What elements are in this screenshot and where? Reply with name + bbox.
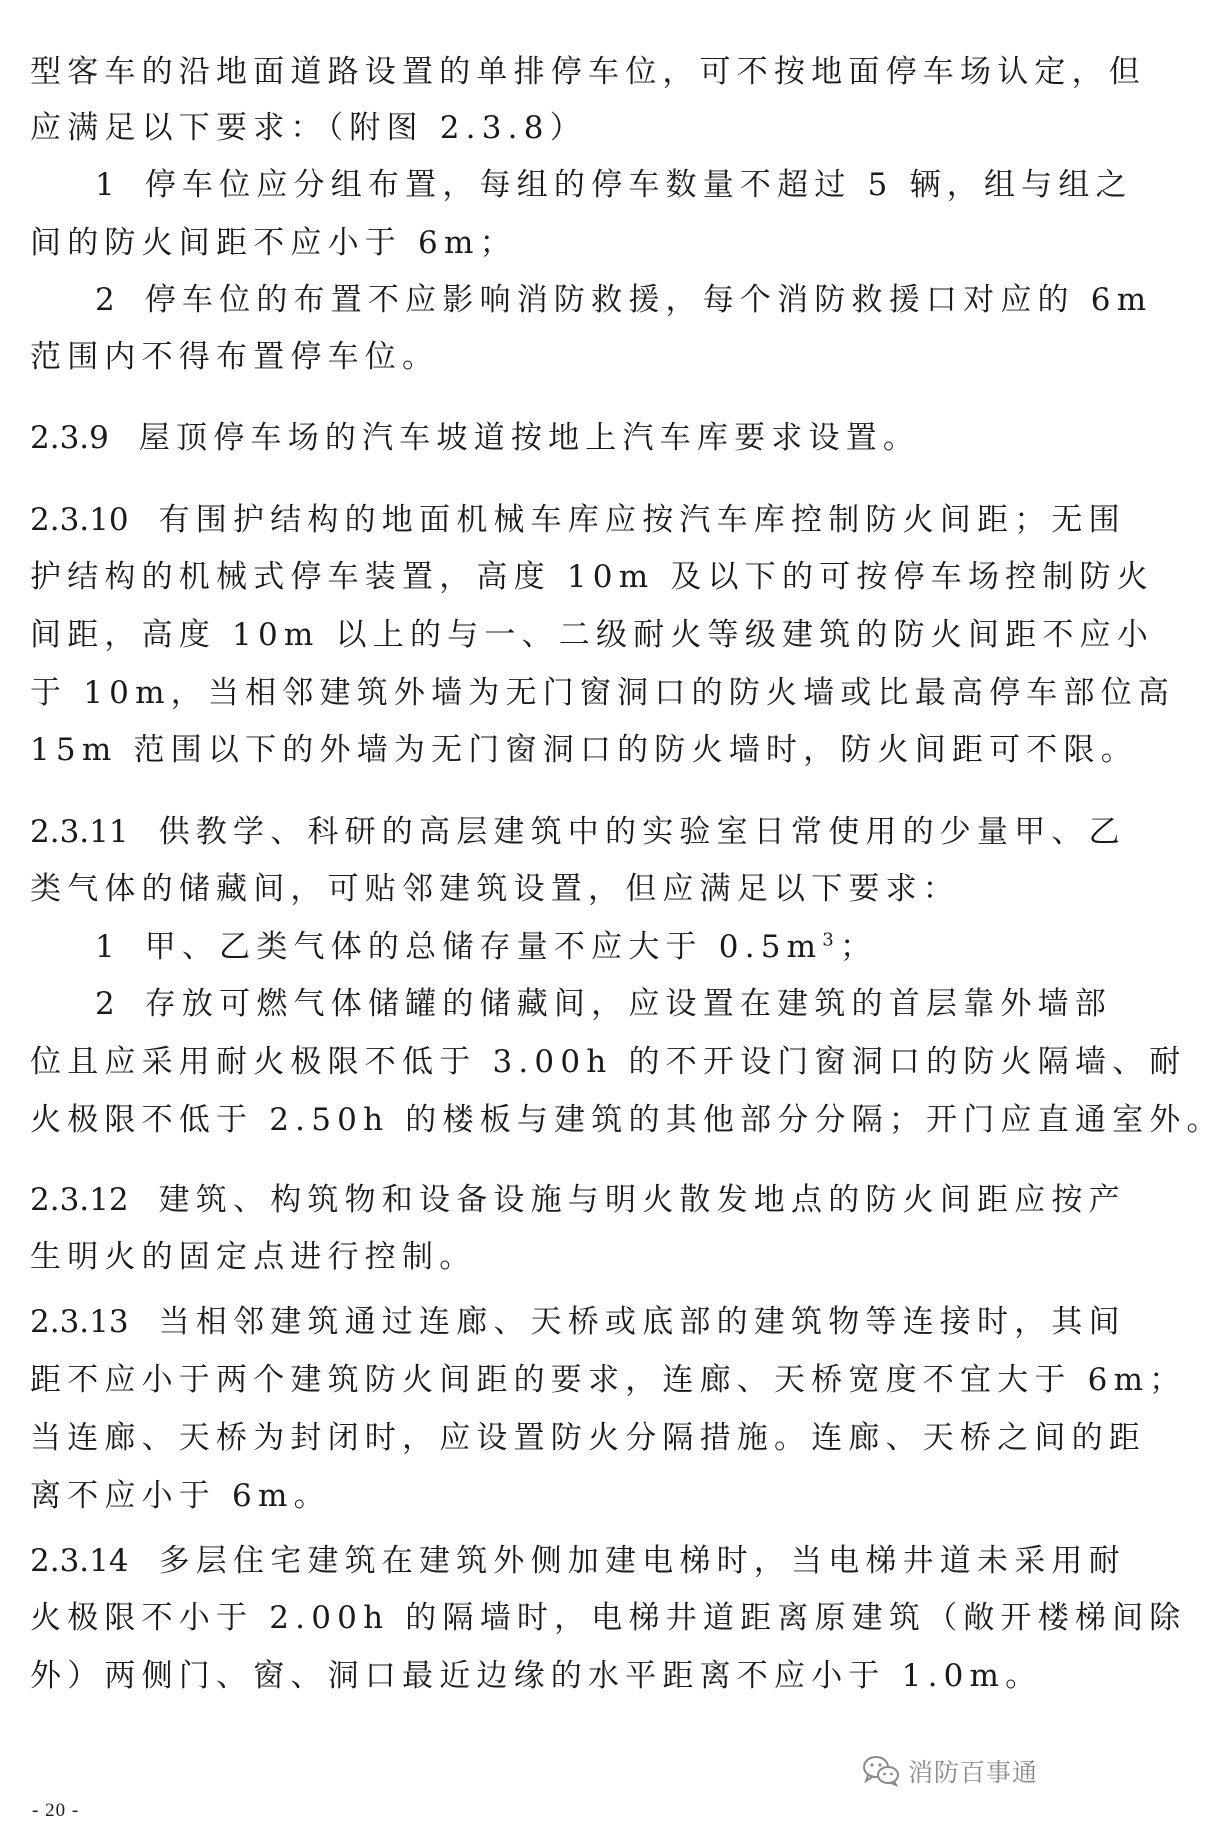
- text-line: 当连廊、天桥为封闭时，应设置防火分隔措施。连廊、天桥之间的距: [30, 1420, 1146, 1456]
- watermark-text: 消防百事通: [908, 1758, 1039, 1787]
- clause-line: 2.3.14 多层住宅建筑在建筑外侧加建电梯时，当电梯井道未采用耐: [30, 1543, 1126, 1579]
- text-line: 外）两侧门、窗、洞口最近边缘的水平距离不应小于 1.0m。: [30, 1658, 1043, 1694]
- list-item: 1 停车位应分组布置，每组的停车数量不超过 5 辆，组与组之: [95, 167, 1133, 203]
- text-line: 15m 范围以下的外墙为无门窗洞口的防火墙时，防火间距可不限。: [30, 732, 1138, 768]
- clause-line: 2.3.13 当相邻建筑通过连廊、天桥或底部的建筑物等连接时，其间: [30, 1304, 1126, 1340]
- item-number: 2: [95, 986, 115, 1022]
- clause-number: 2.3.9: [30, 420, 109, 456]
- text-line: 间的防火间距不应小于 6m；: [30, 225, 517, 261]
- clause-line: 2.3.9 屋顶停车场的汽车坡道按地上汽车库要求设置。: [30, 420, 921, 456]
- watermark: [862, 1753, 1038, 1789]
- item-number: 1: [95, 167, 115, 203]
- text-line: 范围内不得布置停车位。: [30, 339, 440, 375]
- text-line: 型客车的沿地面道路设置的单排停车位，可不按地面停车场认定，但: [30, 54, 1146, 90]
- text-line: 于 10m，当相邻建筑外墙为无门窗洞口的防火墙或比最高停车部位高: [30, 675, 1176, 711]
- text-line: 火极限不小于 2.00h 的隔墙时，电梯井道距离原建筑（敞开楼梯间除: [30, 1600, 1187, 1636]
- text-line: 离不应小于 6m。: [30, 1478, 331, 1514]
- text-line: 间距，高度 10m 以上的与一、二级耐火等级建筑的防火间距不应小: [30, 617, 1154, 653]
- clause-line: 2.3.12 建筑、构筑物和设备设施与明火散发地点的防火间距应按产: [30, 1182, 1126, 1218]
- item-number: 1: [95, 929, 115, 965]
- list-item: 2 存放可燃气体储罐的储藏间，应设置在建筑的首层靠外墙部: [95, 986, 1112, 1022]
- page-number: - 20 -: [32, 1800, 80, 1821]
- text-line: 应满足以下要求：（附图 2.3.8）: [30, 110, 587, 146]
- text-line: 类气体的储藏间，可贴邻建筑设置，但应满足以下要求：: [30, 871, 960, 907]
- clause-number: 2.3.12: [30, 1182, 129, 1218]
- text-line: 火极限不低于 2.50h 的楼板与建筑的其他部分分隔；开门应直通室外。: [30, 1102, 1224, 1138]
- clause-line: 2.3.11 供教学、科研的高层建筑中的实验室日常使用的少量甲、乙: [30, 814, 1126, 850]
- clause-number: 2.3.13: [30, 1304, 129, 1340]
- wechat-icon: [862, 1755, 900, 1787]
- clause-number: 2.3.10: [30, 502, 129, 538]
- superscript: 3: [822, 929, 840, 951]
- item-number: 2: [95, 282, 115, 318]
- clause-number: 2.3.11: [30, 814, 129, 850]
- clause-line: 2.3.10 有围护结构的地面机械车库应按汽车库控制防火间距；无围: [30, 502, 1126, 538]
- clause-number: 2.3.14: [30, 1543, 129, 1579]
- list-item: 1 甲、乙类气体的总储存量不应大于 $0.5m^3$；: [95, 929, 878, 965]
- text-line: 生明火的固定点进行控制。: [30, 1239, 477, 1275]
- text-line: 护结构的机械式停车装置，高度 10m 及以下的可按停车场控制防火: [30, 559, 1154, 595]
- text-line: 位且应采用耐火极限不低于 3.00h 的不开设门窗洞口的防火隔墙、耐: [30, 1044, 1187, 1080]
- list-item: 2 停车位的布置不应影响消防救援，每个消防救援口对应的 6m: [95, 282, 1153, 318]
- text-line: 距不应小于两个建筑防火间距的要求，连廊、天桥宽度不宜大于 6m；: [30, 1362, 1187, 1398]
